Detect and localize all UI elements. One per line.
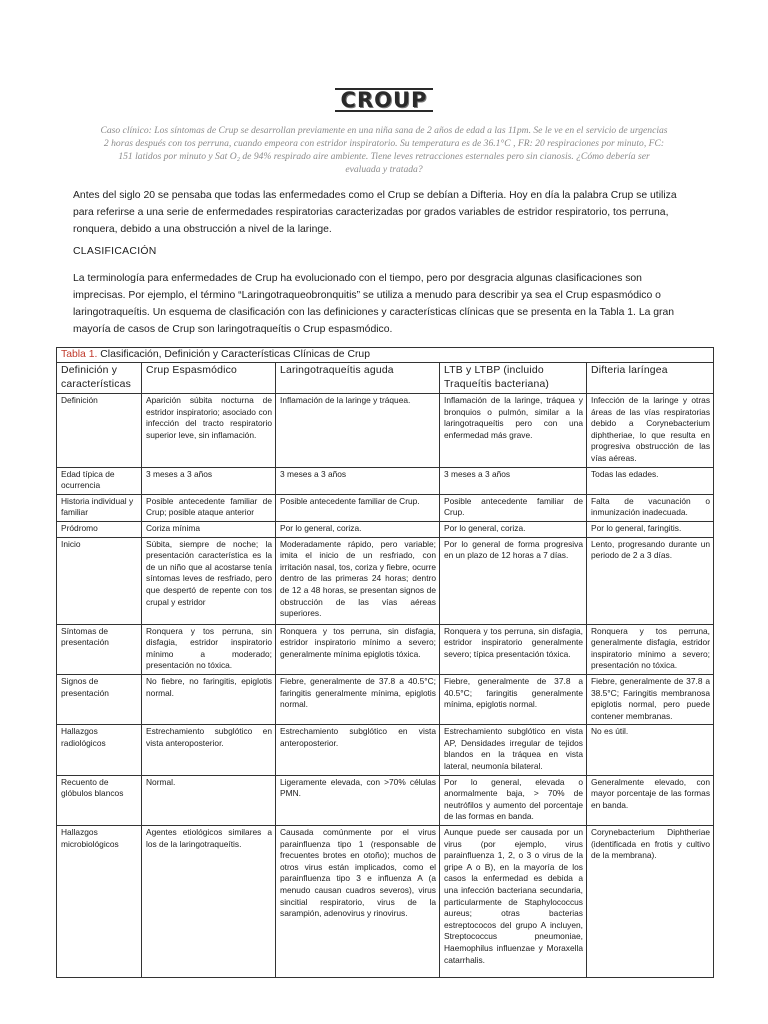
- table-cell: Todas las edades.: [587, 467, 714, 494]
- table-header-cell: Definición y características: [57, 363, 142, 394]
- table-cell: Corynebacterium Diphtheriae (identificada en frotis y cultivo de la membrana).: [587, 826, 714, 978]
- classification-table: [56, 347, 714, 978]
- table-cell: Generalmente elevado, con mayor porcentaje de las formas en banda.: [587, 775, 714, 825]
- table-row: [57, 624, 714, 674]
- table-cell: Definición: [57, 394, 142, 468]
- intro-paragraph: Antes del siglo 20 se pensaba que todas las enfermedades como el Crup se debían a Difteria. Hoy en día la palabra Crup se utiliza para referirse a una serie de enfermedades respiratorias caracterizadas por grados variables de estridor respiratorio, tos perruna, ronquera, debido a una obstrucción a nivel de la laringe.: [73, 190, 677, 235]
- table-cell: Edad típica de ocurrencia: [57, 467, 142, 494]
- table-cell: Ronquera y tos perruna, sin disfagia, estridor inspiratorio mínimo a severo; generalmente mínima epiglotis tóxica.: [276, 624, 440, 674]
- table-cell: Fiebre, generalmente de 37.8 a 40.5°C; faringitis generalmente mínima, epiglotis normal.: [276, 674, 440, 724]
- table-row: [57, 674, 714, 724]
- table-cell: Síntomas de presentación: [57, 624, 142, 674]
- table-cell: Ronquera y tos perruna, sin disfagia, estridor inspiratorio generalmente severo; típica presentación tóxica.: [440, 624, 587, 674]
- table-cell: Estrechamiento subglótico en vista anteroposterior.: [276, 725, 440, 775]
- table-cell: Pródromo: [57, 521, 142, 537]
- table-cell: Normal.: [142, 775, 276, 825]
- table-cell: Falta de vacunación o inmunización inadecuada.: [587, 494, 714, 521]
- table-cell: Estrechamiento subglótico en vista AP, Densidades irregular de tejidos blandos en la tráquea en vista lateral, neumonía bilateral.: [440, 725, 587, 775]
- table-row: [57, 467, 714, 494]
- table-cell: 3 meses a 3 años: [440, 467, 587, 494]
- table-cell: Fiebre, generalmente de 37.8 a 40.5°C; faringitis generalmente mínima, epiglotis normal.: [440, 674, 587, 724]
- table-cell: Ronquera y tos perruna, generalmente disfagia, estridor inspiratorio mínimo a severo; presentación no tóxica.: [587, 624, 714, 674]
- table-row: [57, 494, 714, 521]
- table-cell: Aparición súbita nocturna de estridor inspiratorio; asociado con infección del tracto respiratorio superior leve, sin inflamación.: [142, 394, 276, 468]
- table-cell: Historia individual y familiar: [57, 494, 142, 521]
- table-cell: 3 meses a 3 años: [276, 467, 440, 494]
- table-cell: Agentes etiológicos similares a los de la laringotraqueítis.: [142, 826, 276, 978]
- table-caption-text: Clasificación, Definición y Características Clínicas de Crup: [97, 349, 370, 360]
- table-cell: Aunque puede ser causada por un virus (por ejemplo, virus parainfluenza 1, 2, o 3 o virus de la gripe A o B), en la mayoría de los casos la enfermedad es debida a una infección bacteriana secundaria, particularmente de Staphylococcus aureus; otras bacterias estreptococos del grupo A incluyen, Streptococcus pneumoniae, Haemophilus influenzae y Moraxella catarrhalis.: [440, 826, 587, 978]
- document-title: [0, 88, 768, 112]
- table-row: [57, 826, 714, 978]
- table-cell: Fiebre, generalmente de 37.8 a 38.5°C; Faringitis membranosa epiglotis normal, pero puede contener membranas.: [587, 674, 714, 724]
- table-cell: Infección de la laringe y otras áreas de las vías respiratorias debido a Corynebacterium diphtheriae, lo que resulta en progresiva obstrucción de las vías aéreas.: [587, 394, 714, 468]
- table-header-cell: Laringotraqueítis aguda: [276, 363, 440, 394]
- table-cell: Estrechamiento subglótico en vista anteroposterior.: [142, 725, 276, 775]
- table-caption-number: Tabla 1.: [61, 349, 98, 360]
- table-cell: Signos de presentación: [57, 674, 142, 724]
- table-cell: Recuento de glóbulos blancos: [57, 775, 142, 825]
- table-cell: Por lo general, coriza.: [440, 521, 587, 537]
- table-cell: Por lo general, coriza.: [276, 521, 440, 537]
- table-header-row: [57, 363, 714, 394]
- table-row: [57, 537, 714, 624]
- table-row: [57, 775, 714, 825]
- table-cell: Inflamación de la laringe, tráquea y bronquios o pulmón, similar a la laringotraqueítis pero con una enfermedad más grave.: [440, 394, 587, 468]
- table-cell: Inflamación de la laringe y tráquea.: [276, 394, 440, 468]
- table-cell: Posible antecedente familiar de Crup.: [276, 494, 440, 521]
- table-cell: Posible antecedente familiar de Crup.: [440, 494, 587, 521]
- table-cell: Por lo general de forma progresiva en un plazo de 12 horas a 7 días.: [440, 537, 587, 624]
- table-cell: Causada comúnmente por el virus parainfluenza tipo 1 (responsable de frecuentes brotes en otoño); muchos de otros virus están implicados, como el parainfluenza tipo 3 e influenza A (a menudo causan cuadros severos), virus sincitial respiratorio, virus de la sarampión, adenovirus y rinovirus.: [276, 826, 440, 978]
- clinical-case-text: Caso clínico: Los síntomas de Crup se desarrollan previamente en una niña sana de 2 años de edad a las 11pm. Se le ve en el servicio de urgencias 2 horas después con tos perruna, cuando empeora con estridor inspiratorio. Su temperatura es de 36.1°C , FR: 20 respiraciones por minuto, FC: 151 latidos por minuto y Sat O₂ de 94% respirado aire ambiente. Tiene leves retracciones esternales pero sin cianosis. ¿Cómo debería ser evaluada y tratada?: [100, 125, 668, 176]
- table-cell: Hallazgos microbiológicos: [57, 826, 142, 978]
- table-header-cell: Crup Espasmódico: [142, 363, 276, 394]
- table-cell: Moderadamente rápido, pero variable; imita el inicio de un resfriado, con irritación nasal, tos, coriza y fiebre, ocurre dentro de las primeras 24 horas; dentro de 12 a 48 horas, se presentan signos de obstrucción de las vías aéreas superiores.: [276, 537, 440, 624]
- table-row: [57, 725, 714, 775]
- classification-paragraph: La terminología para enfermedades de Crup ha evolucionado con el tiempo, pero por desgracia algunas clasificaciones son imprecisas. Por ejemplo, el término “Laringotraqueobronquitis” se utiliza a menudo para describir ya sea el Crup espasmódico o laringotraqueítis. Un esquema de clasificación con las definiciones y características clínicas que se presenta en la Tabla 1. La gran mayoría de casos de Crup son laringotraqueítis o Crup espasmódico.: [73, 273, 675, 335]
- table-caption-row: [57, 348, 714, 363]
- table-cell: Hallazgos radiológicos: [57, 725, 142, 775]
- table-cell: Coriza mínima: [142, 521, 276, 537]
- table-cell: Posible antecedente familiar de Crup; posible ataque anterior: [142, 494, 276, 521]
- table-cell: No es útil.: [587, 725, 714, 775]
- table-cell: Ronquera y tos perruna, sin disfagia, estridor inspiratorio mínimo a moderado; presentación no tóxica.: [142, 624, 276, 674]
- title-text: CROUP: [335, 88, 434, 112]
- table-row: [57, 521, 714, 537]
- section-heading: CLASIFICACIÓN: [73, 246, 157, 257]
- table-cell: Inicio: [57, 537, 142, 624]
- table-cell: 3 meses a 3 años: [142, 467, 276, 494]
- table-header-cell: Difteria laríngea: [587, 363, 714, 394]
- table-header-cell: LTB y LTBP (incluido Traqueítis bacteriana): [440, 363, 587, 394]
- table-cell: No fiebre, no faringitis, epiglotis normal.: [142, 674, 276, 724]
- table-cell: Por lo general, faringitis.: [587, 521, 714, 537]
- table-cell: Ligeramente elevada, con >70% células PMN.: [276, 775, 440, 825]
- table-cell: Por lo general, elevada o anormalmente baja, > 70% de neutrófilos y aumento del porcentaje de las formas en banda.: [440, 775, 587, 825]
- table-cell: Lento, progresando durante un periodo de 2 a 3 días.: [587, 537, 714, 624]
- table-cell: Súbita, siempre de noche; la presentación característica es la de un niño que al acostarse tenía síntomas leves de resfriado, pero que despertó de repente con tos crupal y estridor: [142, 537, 276, 624]
- table-caption: [57, 348, 714, 363]
- table-row: [57, 394, 714, 468]
